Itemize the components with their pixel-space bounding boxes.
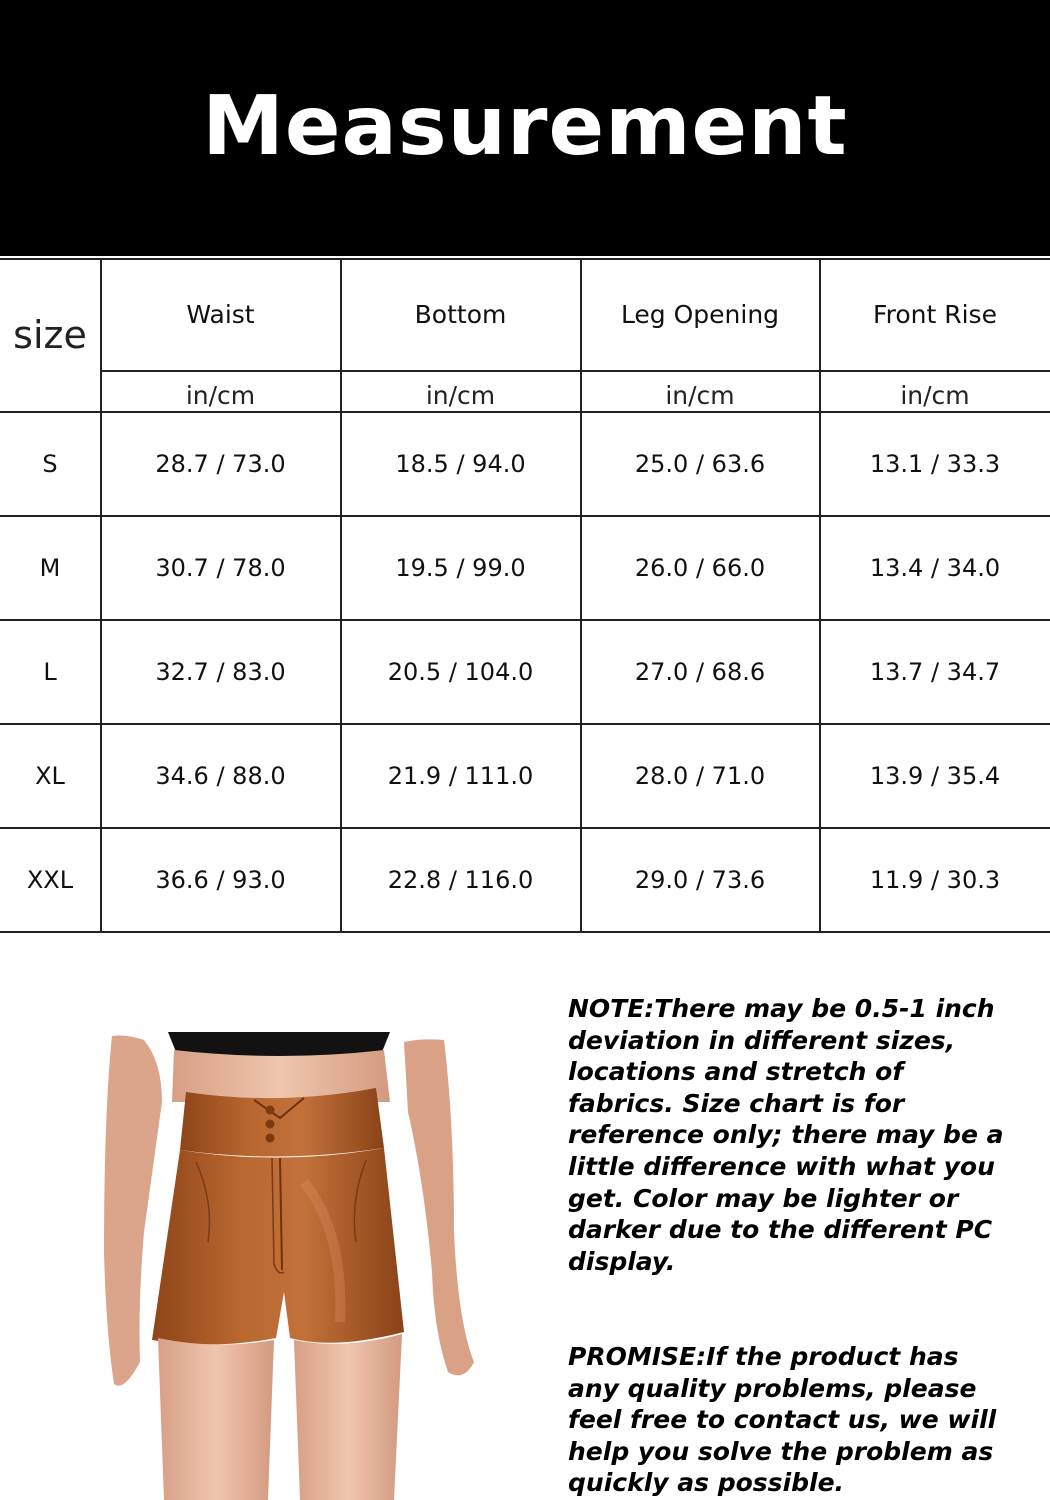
table-cell: 28.0 / 71.0 [634, 761, 766, 790]
table-cell: 19.5 / 99.0 [395, 553, 526, 582]
button-icon [266, 1120, 275, 1129]
size-note-text: NOTE:There may be 0.5-1 inch deviation in different sizes, locations and stretch of fabrics. Size chart is for reference only; there may be a little difference with what you get. Color may be lighter or darker due to the different PC display. [568, 994, 1004, 1276]
waistband [180, 1088, 384, 1157]
left-leg [158, 1338, 274, 1500]
table-cell: 18.5 / 94.0 [395, 449, 526, 478]
table-cell: 21.9 / 111.0 [387, 761, 534, 790]
button-icon [266, 1106, 275, 1115]
column-unit: in/cm [185, 380, 256, 410]
column-header-leg-opening: Leg Opening [620, 299, 780, 329]
table-cell: 28.7 / 73.0 [155, 449, 286, 478]
row-size-label: L [43, 657, 57, 686]
table-cell: 32.7 / 83.0 [155, 657, 286, 686]
table-cell: 29.0 / 73.6 [634, 865, 766, 894]
column-unit: in/cm [900, 380, 970, 410]
right-leg [294, 1334, 402, 1500]
table-cell: 36.6 / 93.0 [155, 865, 286, 894]
column-header-bottom: Bottom [414, 299, 507, 329]
table-cell: 25.0 / 63.6 [634, 449, 766, 478]
table-border-bottom [0, 931, 1050, 933]
table-cell: 22.8 / 116.0 [387, 865, 534, 894]
size-column-header: size [13, 312, 87, 357]
button-icon [266, 1134, 275, 1143]
header-banner [0, 0, 1050, 256]
table-cell: 11.9 / 30.3 [869, 865, 1001, 894]
table-cell: 30.7 / 78.0 [155, 553, 286, 582]
table-cell: 26.0 / 66.0 [634, 553, 766, 582]
right-arm [404, 1039, 474, 1375]
table-cell: 20.5 / 104.0 [387, 657, 534, 686]
column-header-front-rise: Front Rise [873, 299, 997, 329]
column-header-waist: Waist [186, 299, 255, 329]
shorts-body [152, 1148, 404, 1345]
row-size-label: XXL [26, 865, 74, 894]
table-cell: 27.0 / 68.6 [634, 657, 766, 686]
table-cell: 13.7 / 34.7 [869, 657, 1001, 686]
row-size-label: M [39, 553, 61, 582]
column-unit: in/cm [665, 380, 735, 410]
table-cell: 13.9 / 35.4 [869, 761, 1001, 790]
table-cell: 34.6 / 88.0 [155, 761, 286, 790]
product-photo [104, 1032, 488, 1500]
row-size-label: XL [35, 761, 65, 790]
page-title: Measurement [202, 79, 848, 174]
row-size-label: S [42, 449, 58, 478]
column-unit: in/cm [425, 380, 496, 410]
promise-text: PROMISE:If the product has any quality problems, please feel free to contact us, we will help you solve the problem as quickly as possible. [568, 1342, 997, 1498]
table-cell: 13.4 / 34.0 [869, 553, 1001, 582]
table-cell: 13.1 / 33.3 [869, 449, 1001, 478]
